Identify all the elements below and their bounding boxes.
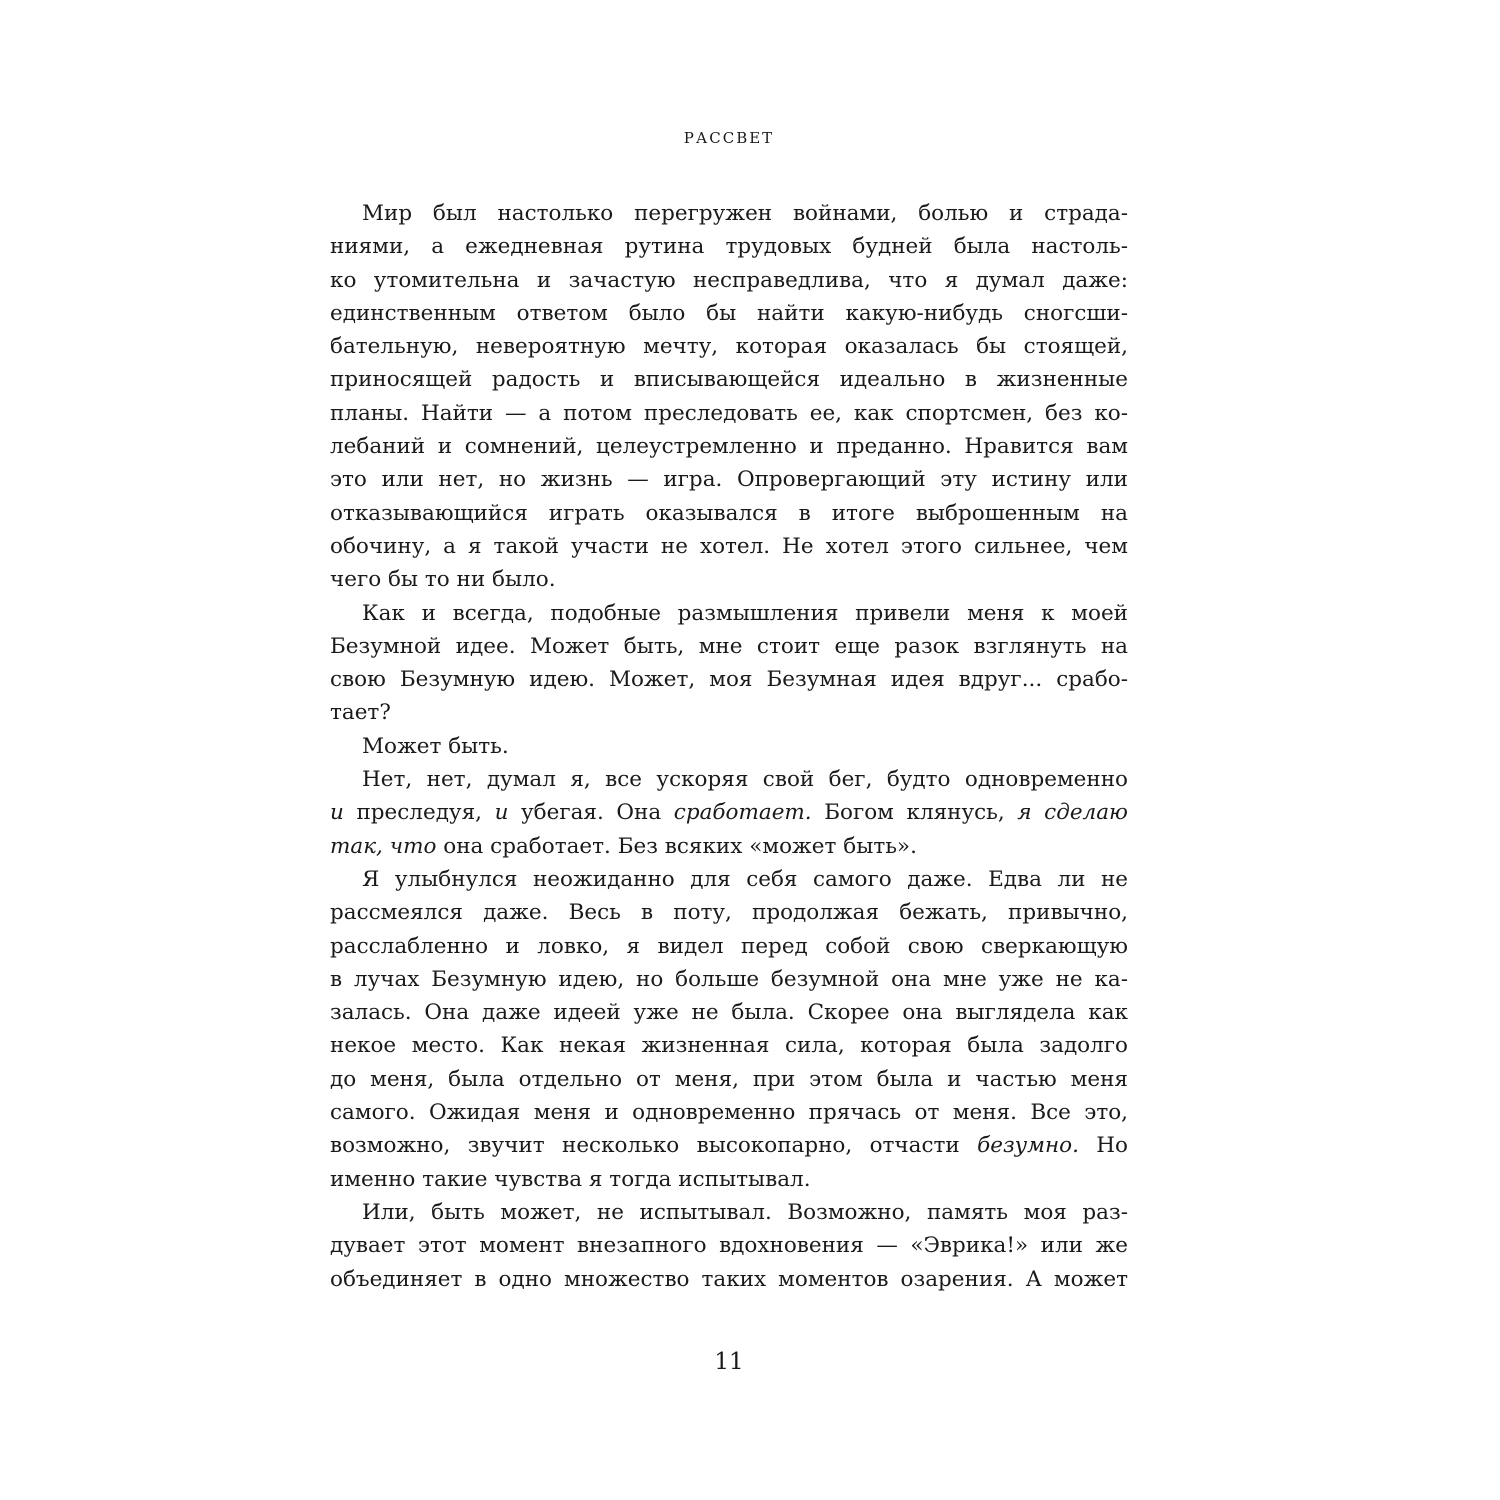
text-line: обочину, а я такой участи не хотел. Не хотел этого сильнее, чем [330, 533, 1128, 559]
text-line: тает? [330, 700, 391, 726]
text-line: чего бы то ни было. [330, 567, 556, 593]
text-line: и преследуя, и убегая. Она сработает. Богом клянусь, я сделаю [330, 800, 1128, 826]
text-line: Я улыбнулся неожиданно для себя самого даже. Едва ли не [362, 866, 1128, 892]
text-line: самого. Ожидая меня и одновременно прячась от меня. Все это, [330, 1100, 1128, 1126]
text-line: дувает этот момент внезапного вдохновения — «Эврика!» или же [330, 1233, 1128, 1259]
running-head: рассвет [683, 124, 775, 149]
text-line: залась. Она даже идеей уже не была. Скорее она выглядела как [330, 1000, 1128, 1026]
text-line: приносящей радость и вписывающейся идеально в жизненные [330, 367, 1128, 393]
text-line: ниями, а ежедневная рутина трудовых будней была настоль- [330, 234, 1128, 260]
book-page [330, 0, 1128, 1500]
text-line: Может быть. [362, 733, 509, 759]
text-line: некое место. Как некая жизненная сила, которая была задолго [330, 1033, 1128, 1059]
text-line: лебаний и сомнений, целеустремленно и преданно. Нравится вам [330, 434, 1128, 460]
text-line: рассмеялся даже. Весь в поту, продолжая бежать, привычно, [330, 900, 1128, 926]
text-line: бательную, невероятную мечту, которая оказалась бы стоящей, [330, 334, 1128, 360]
body-text [330, 197, 1128, 1296]
text-line: до меня, была отдельно от меня, при этом была и частью меня [330, 1066, 1128, 1092]
text-line: именно такие чувства я тогда испытывал. [330, 1166, 811, 1192]
text-line: Безумной идее. Может быть, мне стоит еще разок взглянуть на [330, 633, 1128, 659]
text-line: планы. Найти — а потом преследовать ее, как спортсмен, без ко- [330, 400, 1128, 426]
text-line: в лучах Безумную идею, но больше безумной она мне уже не ка- [330, 966, 1128, 992]
text-line: так, что она сработает. Без всяких «может быть». [330, 833, 917, 859]
page-number: 11 [714, 1349, 744, 1375]
text-line: Нет, нет, думал я, все ускоряя свой бег, будто одновременно [362, 767, 1128, 793]
text-line: возможно, звучит несколько высокопарно, отчасти безумно. Но [330, 1133, 1128, 1159]
text-line: единственным ответом было бы найти какую-нибудь сногсши- [330, 300, 1128, 326]
text-line: это или нет, но жизнь — игра. Опровергающий эту истину или [330, 467, 1128, 493]
text-line: Или, быть может, не испытывал. Возможно, память моя раз- [362, 1199, 1128, 1225]
text-line: Как и всегда, подобные размышления привели меня к моей [362, 600, 1128, 626]
text-line: ко утомительна и зачастую несправедлива, что я думал даже: [330, 267, 1128, 293]
text-line: отказывающийся играть оказывался в итоге выброшенным на [330, 500, 1128, 526]
text-line: Мир был настолько перегружен войнами, болью и страда- [362, 201, 1128, 226]
text-line: расслабленно и ловко, я видел перед собой свою сверкающую [330, 933, 1128, 959]
text-line: объединяет в одно множество таких моментов озарения. А может [330, 1266, 1128, 1292]
text-line: свою Безумную идею. Может, моя Безумная идея вдруг... срабо- [330, 667, 1128, 693]
